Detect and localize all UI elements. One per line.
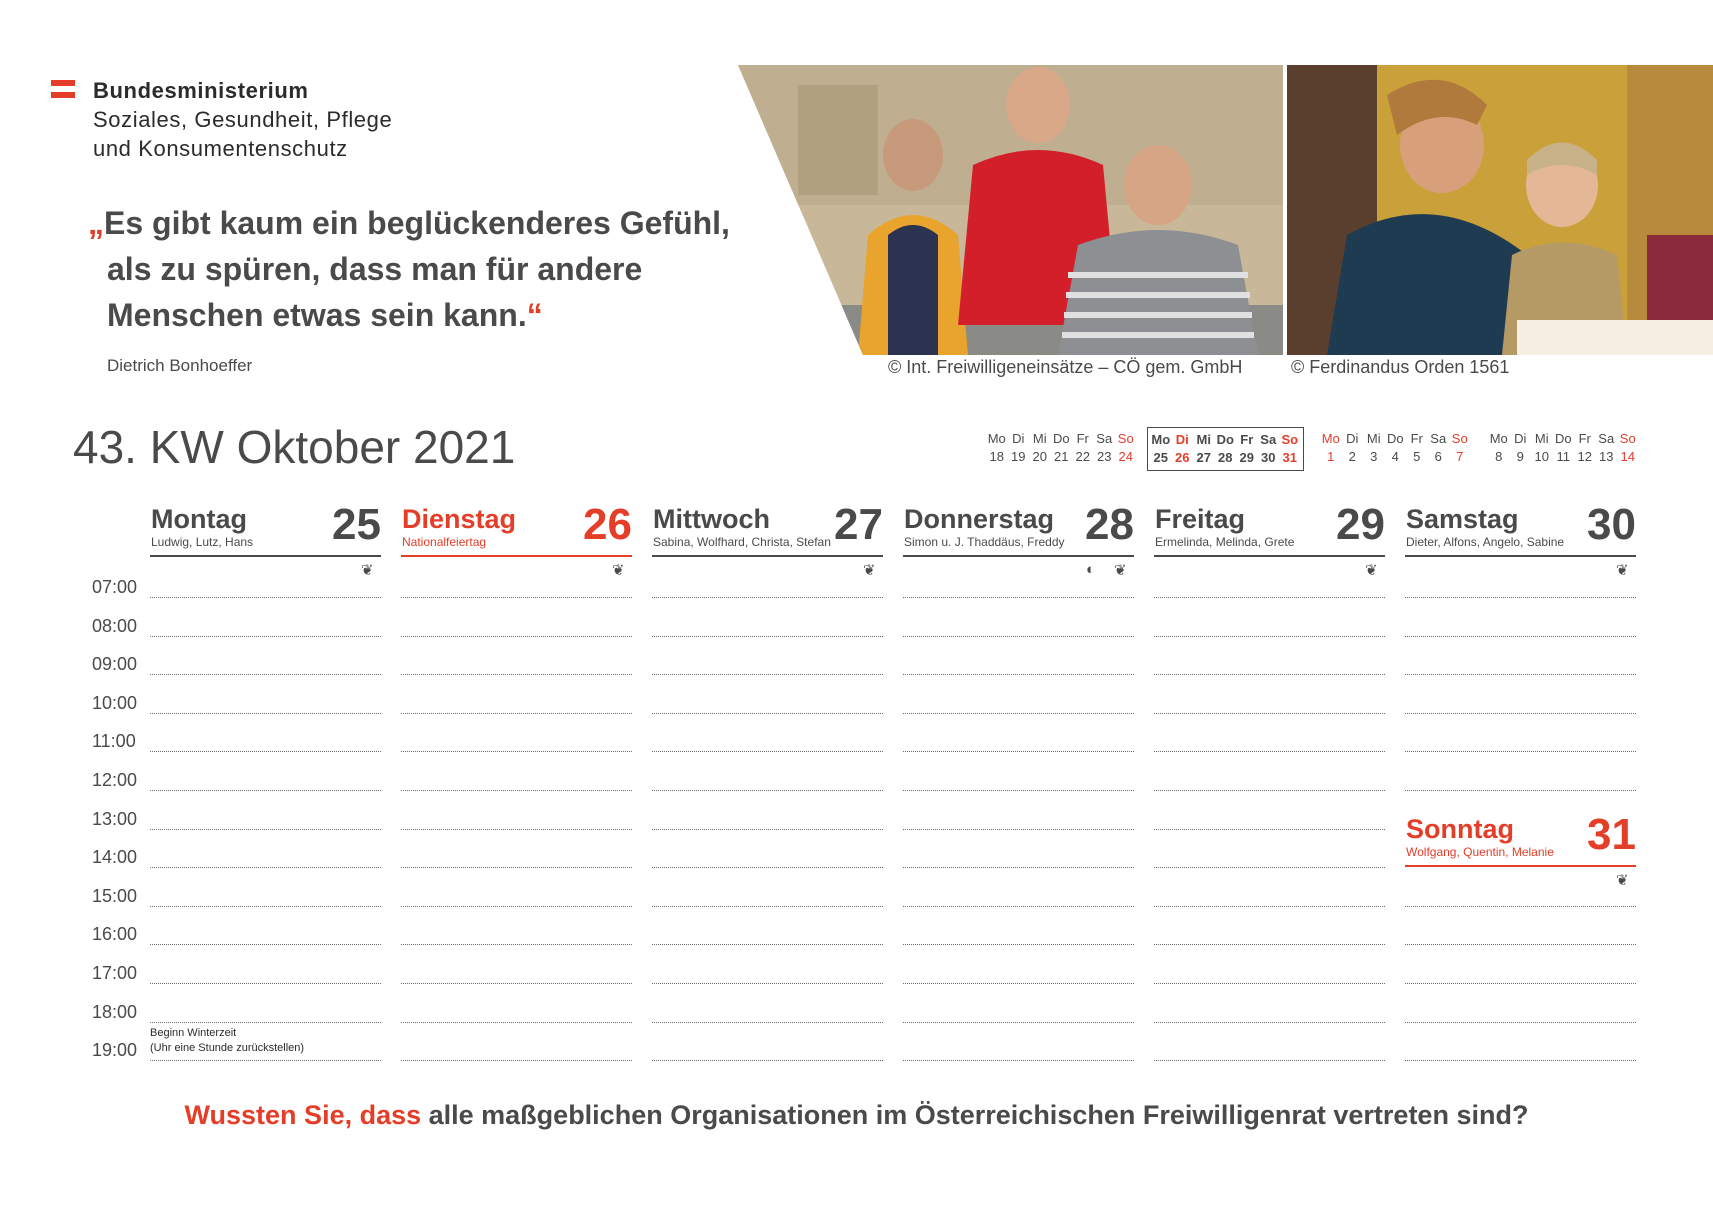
time-slot-line[interactable] bbox=[150, 944, 381, 945]
time-slot-line[interactable] bbox=[652, 944, 883, 945]
time-slot-line[interactable] bbox=[1405, 944, 1636, 945]
time-slot-line[interactable] bbox=[1154, 906, 1385, 907]
time-slot-line[interactable] bbox=[1154, 867, 1385, 868]
time-slot-line[interactable] bbox=[401, 944, 632, 945]
day-name-days: Ermelinda, Melinda, Grete bbox=[1155, 535, 1295, 549]
mini-calendar-date: 11 bbox=[1556, 449, 1570, 464]
mini-calendar-date: 13 bbox=[1599, 449, 1614, 464]
mini-calendar-date: 6 bbox=[1434, 449, 1442, 464]
apple-icon: ❦ bbox=[361, 562, 374, 579]
mini-calendar-weekday: Mi bbox=[1366, 431, 1381, 446]
photo-credit-2: © Ferdinandus Orden 1561 bbox=[1291, 357, 1510, 377]
day-name-days: Dieter, Alfons, Angelo, Sabine bbox=[1406, 535, 1565, 549]
day-name: Freitag bbox=[1155, 504, 1246, 534]
time-label: 14:00 bbox=[92, 847, 138, 868]
mini-calendar-weekday: Di bbox=[1346, 431, 1359, 446]
time-slot-line[interactable] bbox=[903, 713, 1134, 714]
mini-calendar-day bbox=[986, 430, 1008, 466]
time-slot-line[interactable] bbox=[903, 944, 1134, 945]
time-slot-line[interactable] bbox=[401, 790, 632, 791]
day-number: 28 bbox=[1085, 500, 1134, 549]
time-slot-line[interactable] bbox=[401, 867, 632, 868]
time-slot-line[interactable] bbox=[1405, 790, 1636, 791]
mini-calendar-day bbox=[1342, 430, 1364, 466]
mini-calendar-weekday: Di bbox=[1012, 431, 1025, 446]
mini-calendar-day bbox=[1172, 431, 1194, 467]
note-line-1: Beginn Winterzeit bbox=[150, 1027, 237, 1039]
day-header-donnerstag bbox=[903, 500, 1134, 557]
mini-calendar-date: 10 bbox=[1534, 449, 1549, 464]
time-slot-line[interactable] bbox=[150, 1060, 381, 1061]
mini-calendar-date: 25 bbox=[1153, 450, 1168, 465]
mini-calendar-date: 7 bbox=[1456, 449, 1464, 464]
apple-icon: ❦ bbox=[863, 562, 876, 579]
time-label: 07:00 bbox=[92, 577, 138, 597]
footer-highlight: Wussten Sie, dass bbox=[184, 1100, 422, 1130]
week-title: 43. KW Oktober 2021 bbox=[73, 421, 516, 473]
mini-calendar-day bbox=[1236, 431, 1258, 467]
time-slot-line[interactable] bbox=[652, 906, 883, 907]
time-label: 16:00 bbox=[92, 924, 138, 945]
time-label: 18:00 bbox=[92, 1001, 138, 1022]
time-slot-line[interactable] bbox=[1154, 829, 1385, 830]
mini-calendar-weekday: Di bbox=[1175, 432, 1189, 447]
mini-calendar-current-week bbox=[1147, 427, 1304, 471]
time-slot-line[interactable] bbox=[903, 597, 1134, 598]
mini-calendar-day bbox=[1596, 430, 1618, 466]
time-label: 15:00 bbox=[92, 885, 138, 906]
time-slot-line[interactable] bbox=[652, 674, 883, 675]
mini-calendar-day bbox=[1193, 431, 1215, 467]
time-slot-line[interactable] bbox=[401, 1060, 632, 1061]
time-label: 09:00 bbox=[92, 654, 138, 675]
mini-calendar-date: 23 bbox=[1097, 449, 1112, 464]
time-slot-line[interactable] bbox=[150, 790, 381, 791]
day-name: Samstag bbox=[1406, 504, 1519, 534]
mini-calendar-day bbox=[1008, 430, 1030, 466]
time-slot-line[interactable] bbox=[150, 713, 381, 714]
mini-calendar-next-week bbox=[1320, 430, 1471, 466]
time-slot-line[interactable] bbox=[150, 636, 381, 637]
time-slot-line[interactable] bbox=[903, 1060, 1134, 1061]
time-slot-line[interactable] bbox=[401, 983, 632, 984]
time-slot-line[interactable] bbox=[401, 1022, 632, 1023]
mini-calendar-weekday: Sa bbox=[1260, 432, 1277, 447]
mini-calendar-weekday: Do bbox=[1554, 431, 1572, 446]
mini-calendar-date: 31 bbox=[1282, 450, 1297, 465]
day-name-days: Sabina, Wolfhard, Christa, Stefan bbox=[653, 535, 831, 549]
mini-calendar-day bbox=[1115, 430, 1137, 466]
mini-calendar-weekday: Mi bbox=[1196, 432, 1211, 447]
mini-calendar-weekday: Sa bbox=[1598, 431, 1615, 446]
mini-calendar-date: 19 bbox=[1011, 449, 1026, 464]
mini-calendar-day bbox=[1553, 430, 1575, 466]
time-slot-line[interactable] bbox=[1405, 1060, 1636, 1061]
day-name-days: Ludwig, Lutz, Hans bbox=[151, 535, 254, 549]
mini-calendar-weekday: Mo bbox=[1321, 431, 1340, 446]
mini-calendar-date: 24 bbox=[1118, 449, 1133, 464]
quote-open-mark: „ bbox=[88, 205, 104, 241]
mini-calendar-weekday: Fr bbox=[1240, 432, 1254, 447]
mini-calendar-weekday: Mo bbox=[987, 431, 1006, 446]
time-slot-line[interactable] bbox=[1154, 713, 1385, 714]
time-slot-line[interactable] bbox=[1154, 674, 1385, 675]
time-slot-line[interactable] bbox=[1154, 983, 1385, 984]
mini-calendar-day bbox=[1449, 430, 1471, 466]
mini-calendar-day bbox=[1320, 430, 1342, 466]
mini-calendar-date: 14 bbox=[1620, 449, 1635, 464]
mini-calendar-date: 12 bbox=[1577, 449, 1592, 464]
mini-calendar-weekday: So bbox=[1281, 432, 1299, 447]
winter-time-note bbox=[150, 1026, 304, 1056]
day-name: Sonntag bbox=[1406, 814, 1514, 844]
day-name: Montag bbox=[151, 504, 247, 534]
mini-calendar-day bbox=[1150, 431, 1172, 467]
mini-calendar-weekday: Do bbox=[1052, 431, 1070, 446]
time-label: 10:00 bbox=[92, 692, 138, 713]
day-name-days: Simon u. J. Thaddäus, Freddy bbox=[904, 535, 1065, 549]
day-header-mittwoch bbox=[652, 500, 883, 557]
time-label: 08:00 bbox=[92, 615, 138, 636]
note-line-2: (Uhr eine Stunde zurückstellen) bbox=[150, 1042, 305, 1054]
time-slot-line[interactable] bbox=[150, 983, 381, 984]
mini-calendar-day bbox=[1279, 431, 1301, 467]
day-number: 30 bbox=[1587, 500, 1636, 549]
mini-calendar-weekday: Mi bbox=[1534, 431, 1549, 446]
mini-calendar-date: 5 bbox=[1413, 449, 1421, 464]
time-slot-line[interactable] bbox=[150, 751, 381, 752]
quote-line-2: als zu spüren, dass man für andere bbox=[107, 251, 643, 287]
mini-calendar-weekday: Do bbox=[1386, 431, 1404, 446]
mini-calendar-day bbox=[1574, 430, 1596, 466]
apple-icon: ❦ bbox=[612, 562, 625, 579]
mini-calendar-day bbox=[1617, 430, 1639, 466]
volunteer-photo-1 bbox=[738, 65, 1283, 355]
mini-calendar-day bbox=[1072, 430, 1094, 466]
mini-calendar-day bbox=[1258, 431, 1280, 467]
time-slot-line[interactable] bbox=[150, 906, 381, 907]
mini-calendar-date: 1 bbox=[1327, 449, 1335, 464]
mini-calendar-date: 27 bbox=[1196, 450, 1211, 465]
mini-calendar-weekday: Fr bbox=[1410, 431, 1423, 446]
quote-line-3: Menschen etwas sein kann. bbox=[107, 297, 527, 333]
mini-calendar-date: 2 bbox=[1348, 449, 1356, 464]
mini-calendar-date: 30 bbox=[1261, 450, 1276, 465]
time-slot-line[interactable] bbox=[150, 1022, 381, 1023]
mini-calendar-day bbox=[1385, 430, 1407, 466]
time-label: 12:00 bbox=[92, 770, 138, 790]
time-slot-line[interactable] bbox=[1154, 751, 1385, 752]
half-moon-icon: ◐ bbox=[1086, 561, 1096, 578]
time-slot-line[interactable] bbox=[652, 713, 883, 714]
mini-calendar-day bbox=[1428, 430, 1450, 466]
mini-calendar-day bbox=[1215, 431, 1237, 467]
day-header-freitag bbox=[1154, 500, 1385, 557]
ministry-line-1: Bundesministerium bbox=[93, 78, 309, 103]
time-slot-line[interactable] bbox=[652, 983, 883, 984]
fact-footer bbox=[0, 1100, 1713, 1131]
mini-calendar-day bbox=[1051, 430, 1073, 466]
day-number: 25 bbox=[332, 500, 381, 549]
time-slot-line[interactable] bbox=[652, 867, 883, 868]
time-slot-line[interactable] bbox=[903, 636, 1134, 637]
time-slot-line[interactable] bbox=[401, 597, 632, 598]
mini-calendar-prev-week bbox=[986, 430, 1137, 466]
mini-calendar-date: 29 bbox=[1239, 450, 1254, 465]
mini-calendar-day bbox=[1510, 430, 1532, 466]
mini-calendar-weekday: Fr bbox=[1578, 431, 1591, 446]
time-slot-line[interactable] bbox=[401, 713, 632, 714]
volunteer-photo-2 bbox=[1287, 65, 1713, 355]
time-slot-line[interactable] bbox=[401, 829, 632, 830]
mini-calendar-date: 9 bbox=[1516, 449, 1524, 464]
quote bbox=[88, 200, 730, 338]
time-slot-line[interactable] bbox=[1405, 1022, 1636, 1023]
time-label: 13:00 bbox=[92, 808, 138, 829]
time-slot-line[interactable] bbox=[1405, 674, 1636, 675]
mini-calendar-day bbox=[1029, 430, 1051, 466]
time-slot-line[interactable] bbox=[903, 906, 1134, 907]
time-slot-line[interactable] bbox=[652, 829, 883, 830]
time-slot-line[interactable] bbox=[401, 636, 632, 637]
day-header-samstag bbox=[1405, 500, 1636, 557]
austria-flag-logo bbox=[51, 80, 75, 102]
mini-calendar-weekday: Mi bbox=[1032, 431, 1047, 446]
apple-icon: ❦ bbox=[1616, 562, 1629, 579]
time-slot-line[interactable] bbox=[652, 597, 883, 598]
quote-close-mark: “ bbox=[526, 297, 543, 333]
time-slot-line[interactable] bbox=[1154, 1060, 1385, 1061]
mini-calendar-date: 26 bbox=[1175, 450, 1190, 465]
mini-calendar-weekday: Fr bbox=[1076, 431, 1089, 446]
day-number: 27 bbox=[834, 500, 883, 549]
mini-calendar-weekday: Di bbox=[1514, 431, 1527, 446]
ministry-name bbox=[93, 76, 392, 163]
time-slot-line[interactable] bbox=[652, 636, 883, 637]
time-slot-line[interactable] bbox=[401, 906, 632, 907]
mini-calendar-date: 28 bbox=[1218, 450, 1233, 465]
quote-author: Dietrich Bonhoeffer bbox=[107, 356, 253, 375]
time-slot-line[interactable] bbox=[1405, 597, 1636, 598]
mini-calendar-weekday: Mo bbox=[1489, 431, 1508, 446]
time-label: 11:00 bbox=[92, 731, 136, 752]
time-slot-line[interactable] bbox=[1405, 713, 1636, 714]
day-name-days: Wolfgang, Quentin, Melanie bbox=[1406, 845, 1554, 859]
mini-calendar-date: 8 bbox=[1495, 449, 1503, 464]
time-slot-line[interactable] bbox=[652, 790, 883, 791]
time-label: 19:00 bbox=[92, 1040, 138, 1061]
ministry-line-3: und Konsumentenschutz bbox=[93, 136, 348, 161]
time-slot-line[interactable] bbox=[150, 597, 381, 598]
apple-icon: ❦ bbox=[1114, 562, 1127, 579]
mini-calendar-day bbox=[1094, 430, 1116, 466]
mini-calendar-day bbox=[1488, 430, 1510, 466]
time-label: 17:00 bbox=[92, 963, 138, 983]
time-slot-line[interactable] bbox=[1405, 906, 1636, 907]
time-slot-line[interactable] bbox=[903, 790, 1134, 791]
time-slot-line[interactable] bbox=[1154, 944, 1385, 945]
time-slot-line[interactable] bbox=[1405, 636, 1636, 637]
day-number: 31 bbox=[1587, 810, 1636, 859]
quote-line-1: Es gibt kaum ein beglückenderes Gefühl, bbox=[104, 205, 730, 241]
time-slot-line[interactable] bbox=[401, 674, 632, 675]
day-number: 26 bbox=[583, 500, 632, 549]
photo-credit-1: © Int. Freiwilligeneinsätze – CÖ gem. GmbH bbox=[888, 357, 1243, 377]
time-slot-line[interactable] bbox=[652, 751, 883, 752]
footer-text: alle maßgeblichen Organisationen im Österreichischen Freiwilligenrat vertreten sind? bbox=[421, 1100, 1529, 1130]
mini-calendar-date: 22 bbox=[1075, 449, 1090, 464]
mini-calendar-day bbox=[1531, 430, 1553, 466]
mini-calendar-weekday: Do bbox=[1216, 432, 1234, 447]
time-slot-line[interactable] bbox=[903, 983, 1134, 984]
mini-calendar-date: 20 bbox=[1032, 449, 1047, 464]
mini-calendar-weekday: So bbox=[1619, 431, 1636, 446]
day-number: 29 bbox=[1336, 500, 1385, 549]
mini-calendar-date: 18 bbox=[989, 449, 1004, 464]
apple-icon: ❦ bbox=[1616, 872, 1629, 889]
time-slot-line[interactable] bbox=[150, 674, 381, 675]
time-slot-line[interactable] bbox=[903, 1022, 1134, 1023]
time-slot-line[interactable] bbox=[150, 829, 381, 830]
time-slot-line[interactable] bbox=[401, 751, 632, 752]
time-slot-line[interactable] bbox=[1154, 1022, 1385, 1023]
day-name: Dienstag bbox=[402, 504, 517, 534]
day-name-days: Nationalfeiertag bbox=[402, 535, 487, 549]
time-slot-line[interactable] bbox=[1405, 983, 1636, 984]
mini-calendar-weekday: So bbox=[1451, 431, 1468, 446]
time-slot-line[interactable] bbox=[1154, 636, 1385, 637]
day-header-montag bbox=[150, 500, 381, 557]
day-name: Mittwoch bbox=[653, 504, 770, 534]
time-slot-line[interactable] bbox=[652, 1060, 883, 1061]
time-slot-line[interactable] bbox=[903, 751, 1134, 752]
ministry-line-2: Soziales, Gesundheit, Pflege bbox=[93, 107, 393, 132]
mini-calendar-weekday: Sa bbox=[1430, 431, 1447, 446]
mini-calendar-date: 3 bbox=[1370, 449, 1378, 464]
time-slot-line[interactable] bbox=[1154, 790, 1385, 791]
mini-calendar-date: 21 bbox=[1054, 449, 1069, 464]
mini-calendar-weekday: Mo bbox=[1151, 432, 1171, 447]
time-slot-line[interactable] bbox=[903, 674, 1134, 675]
mini-calendar-weekday: So bbox=[1117, 431, 1134, 446]
mini-calendar-weekday: Sa bbox=[1096, 431, 1113, 446]
time-slot-line[interactable] bbox=[1405, 751, 1636, 752]
mini-calendar-week-after bbox=[1488, 430, 1639, 466]
day-name: Donnerstag bbox=[904, 504, 1055, 534]
mini-calendar-date: 4 bbox=[1391, 449, 1399, 464]
time-slot-line[interactable] bbox=[903, 829, 1134, 830]
time-slot-line[interactable] bbox=[150, 867, 381, 868]
time-slot-line[interactable] bbox=[1154, 597, 1385, 598]
day-header-dienstag bbox=[401, 500, 632, 557]
apple-icon: ❦ bbox=[1365, 562, 1378, 579]
time-slot-line[interactable] bbox=[652, 1022, 883, 1023]
mini-calendar-day bbox=[1363, 430, 1385, 466]
mini-calendar-day bbox=[1406, 430, 1428, 466]
day-header-sonntag bbox=[1405, 810, 1636, 867]
time-slot-line[interactable] bbox=[903, 867, 1134, 868]
